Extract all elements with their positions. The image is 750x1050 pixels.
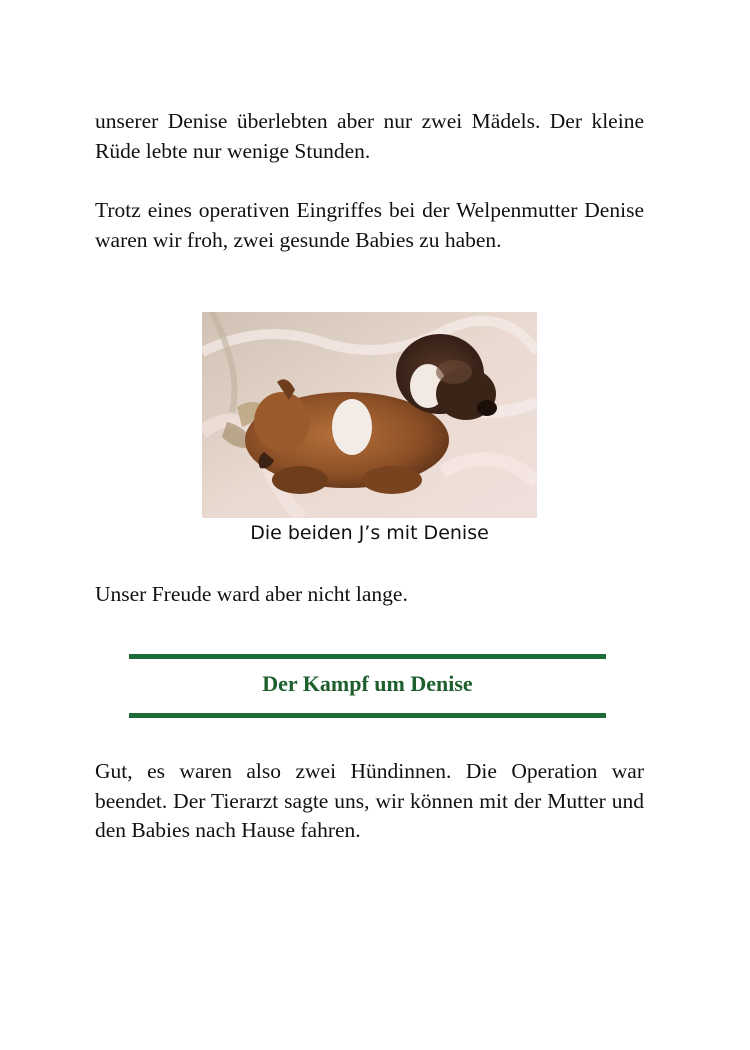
puppies-photo xyxy=(202,312,537,518)
section-rule-bottom xyxy=(129,713,606,718)
photo-caption: Die beiden J’s mit Denise xyxy=(250,522,489,544)
paragraph-3: Unser Freude ward aber nicht lange. xyxy=(95,582,408,606)
section-heading: Der Kampf um Denise xyxy=(262,671,473,696)
paragraph-1: unserer Denise überlebten aber nur zwei Mädels. Der kleine Rüde lebte nur wenige Stunden. xyxy=(95,109,644,163)
section-rule-top xyxy=(129,654,606,659)
paragraph-4: Gut, es waren also zwei Hündinnen. Die Operation war beendet. Der Tierarzt sagte uns, wir können mit der Mutter und den Babies nach Hause fahren. xyxy=(95,759,644,842)
puppies-photo-image xyxy=(202,312,537,518)
paragraph-2: Trotz eines operativen Eingriffes bei der Welpenmutter Denise waren wir froh, zwei gesunde Babies zu haben. xyxy=(95,198,644,252)
